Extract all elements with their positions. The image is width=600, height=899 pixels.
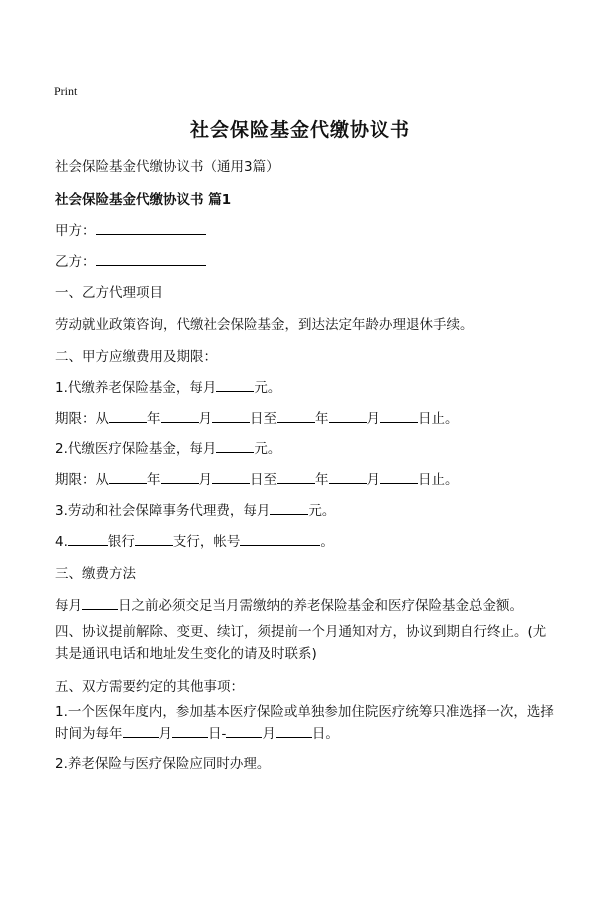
s3-text-b: 日之前必须交足当月需缴纳的养老保险基金和医疗保险基金总金额。	[118, 598, 523, 614]
item2-unit: 元。	[254, 441, 282, 457]
s5-item1	[55, 701, 555, 745]
bank-label: 银行	[107, 534, 135, 550]
period-from: 期限：从	[55, 472, 109, 488]
s5-heading: 五、双方需要约定的其他事项：	[55, 679, 244, 695]
blank	[212, 471, 250, 484]
blank	[161, 471, 199, 484]
party-a-label: 甲方：	[55, 223, 96, 239]
month-label: 月	[366, 411, 380, 427]
branch-blank	[135, 533, 173, 546]
item3-text: 3.劳动和社会保障事务代理费，每月	[55, 503, 271, 519]
s5-item2: 2.养老保险与医疗保险应同时办理。	[55, 756, 271, 772]
month-label: 月	[198, 472, 212, 488]
party-a-blank	[96, 222, 206, 235]
s4-text: 四、协议提前解除、变更、续订，须提前一个月通知对方，协议到期自行终止。(尤其是通讯电话和地址发生变化的请及时联系)	[55, 624, 547, 662]
item4-end: 。	[320, 534, 334, 550]
account-blank	[240, 533, 320, 546]
period-from: 期限：从	[55, 411, 109, 427]
month-label: 月	[262, 726, 276, 742]
day-end-label: 日。	[311, 726, 339, 742]
item3-blank	[270, 502, 308, 515]
s1-text: 劳动就业政策咨询，代缴社会保险基金，到达法定年龄办理退休手续。	[55, 317, 474, 333]
period-line-2	[55, 468, 459, 488]
s2-heading: 二、甲方应缴费用及期限：	[55, 349, 217, 365]
s5-item1-text: 1.一个医保年度内，参加基本医疗保险或单独参加住院医疗统筹只准选择一次，选择时间为每年	[55, 704, 554, 742]
blank	[329, 410, 367, 423]
year-label: 年	[147, 411, 161, 427]
year-label: 年	[315, 472, 329, 488]
blank	[109, 410, 147, 423]
year-label: 年	[315, 411, 329, 427]
item2-blank	[216, 440, 254, 453]
blank	[329, 471, 367, 484]
section-heading: 社会保险基金代缴协议书 篇1	[55, 192, 232, 208]
end-label: 日止。	[418, 411, 459, 427]
s3-text-line	[55, 594, 523, 614]
day-dash-label: 日-	[208, 726, 227, 742]
blank	[380, 471, 418, 484]
party-b-blank	[96, 253, 206, 266]
item1-blank	[216, 379, 254, 392]
blank	[277, 471, 315, 484]
s3-blank	[82, 597, 118, 610]
print-label: Print	[54, 84, 78, 98]
party-b-line	[55, 250, 206, 270]
blank	[276, 725, 312, 738]
blank	[161, 410, 199, 423]
month-label: 月	[366, 472, 380, 488]
blank	[123, 725, 159, 738]
year-label: 年	[147, 472, 161, 488]
s1-heading: 一、乙方代理项目	[55, 285, 163, 301]
item3-line	[55, 499, 335, 519]
party-b-label: 乙方：	[55, 254, 96, 270]
blank	[109, 471, 147, 484]
month-label: 月	[158, 726, 172, 742]
s3-heading: 三、缴费方法	[55, 566, 136, 582]
document-title: 社会保险基金代缴协议书	[189, 119, 410, 141]
blank	[277, 410, 315, 423]
item2-line	[55, 437, 281, 457]
day-to-label: 日至	[250, 411, 277, 427]
document-subtitle: 社会保险基金代缴协议书（通用3篇）	[55, 159, 280, 175]
item1-text: 1.代缴养老保险基金，每月	[55, 380, 217, 396]
day-to-label: 日至	[250, 472, 277, 488]
blank	[172, 725, 208, 738]
item3-unit: 元。	[308, 503, 336, 519]
item4-line	[55, 530, 334, 550]
end-label: 日止。	[418, 472, 459, 488]
month-label: 月	[198, 411, 212, 427]
blank	[380, 410, 418, 423]
branch-label: 支行，帐号	[172, 534, 241, 550]
period-line-1	[55, 407, 459, 427]
blank	[226, 725, 262, 738]
item1-line	[55, 376, 281, 396]
item2-text: 2.代缴医疗保险基金，每月	[55, 441, 217, 457]
blank	[212, 410, 250, 423]
item4-number: 4.	[55, 534, 68, 550]
bank-blank	[68, 533, 108, 546]
s3-text-a: 每月	[55, 598, 82, 614]
item1-unit: 元。	[254, 380, 282, 396]
party-a-line	[55, 219, 206, 239]
